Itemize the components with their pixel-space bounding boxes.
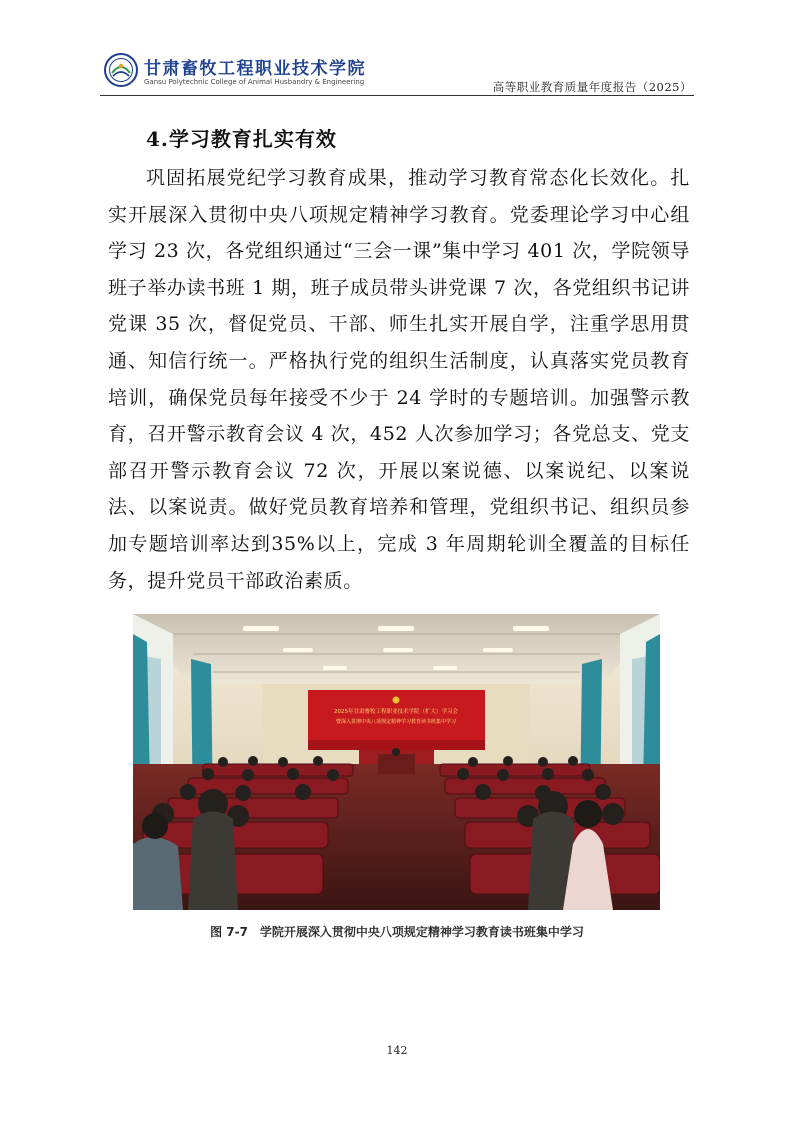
meeting-photo	[133, 614, 660, 910]
page-number: 142	[386, 1044, 408, 1057]
figure-label: 图 7-7	[210, 925, 248, 939]
banner-line-1: 2025年甘肃畜牧工程职业技术学院（扩大）学习会	[334, 709, 458, 715]
body-text	[108, 160, 690, 599]
figure-caption-text: 学院开展深入贯彻中央八项规定精神学习教育读书班集中学习	[259, 925, 584, 939]
meeting-photo-illustration	[133, 614, 660, 910]
school-name-cn: 甘肃畜牧工程职业技术学院	[144, 59, 366, 79]
college-logo-icon	[104, 53, 138, 87]
page-header	[100, 48, 694, 96]
body-paragraph: 巩固拓展党纪学习教育成果，推动学习教育常态化长效化。扎实开展深入贯彻中央八项规定精神学习教育。党委理论学习中心组学习 23 次，各党组织通过“三会一课”集中学习 401 次，学院领导班子举办读书班 1 期，班子成员带头讲党课 7 次，各党组织书记讲党课 35 次，督促党员、干部、师生扎实开展自学，注重学思用贯通、知信行统一。严格执行党的组织生活制度，认真落实党员教育培训，确保党员每年接受不少于 24 学时的专题培训。加强警示教育，召开警示教育会议 4 次，452 人次参加学习；各党总支、党支部召开警示教育会议 72 次，开展以案说德、以案说纪、以案说法、以案说责。做好党员教育培养和管理，党组织书记、组织员参加专题培训率达到35%以上，完成 3 年周期轮训全覆盖的目标任务，提升党员干部政治素质。	[108, 167, 690, 592]
banner-line-2: 暨深入贯彻中央八项规定精神学习教育读书班集中学习	[335, 719, 457, 725]
section-heading: 4.学习教育扎实有效	[146, 127, 337, 151]
report-title: 高等职业教育质量年度报告（2025）	[492, 80, 692, 94]
figure-caption	[0, 923, 794, 940]
school-name-en: Gansu Polytechnic College of Animal Husbandry & Engineering	[144, 78, 365, 86]
header-divider	[100, 95, 694, 96]
